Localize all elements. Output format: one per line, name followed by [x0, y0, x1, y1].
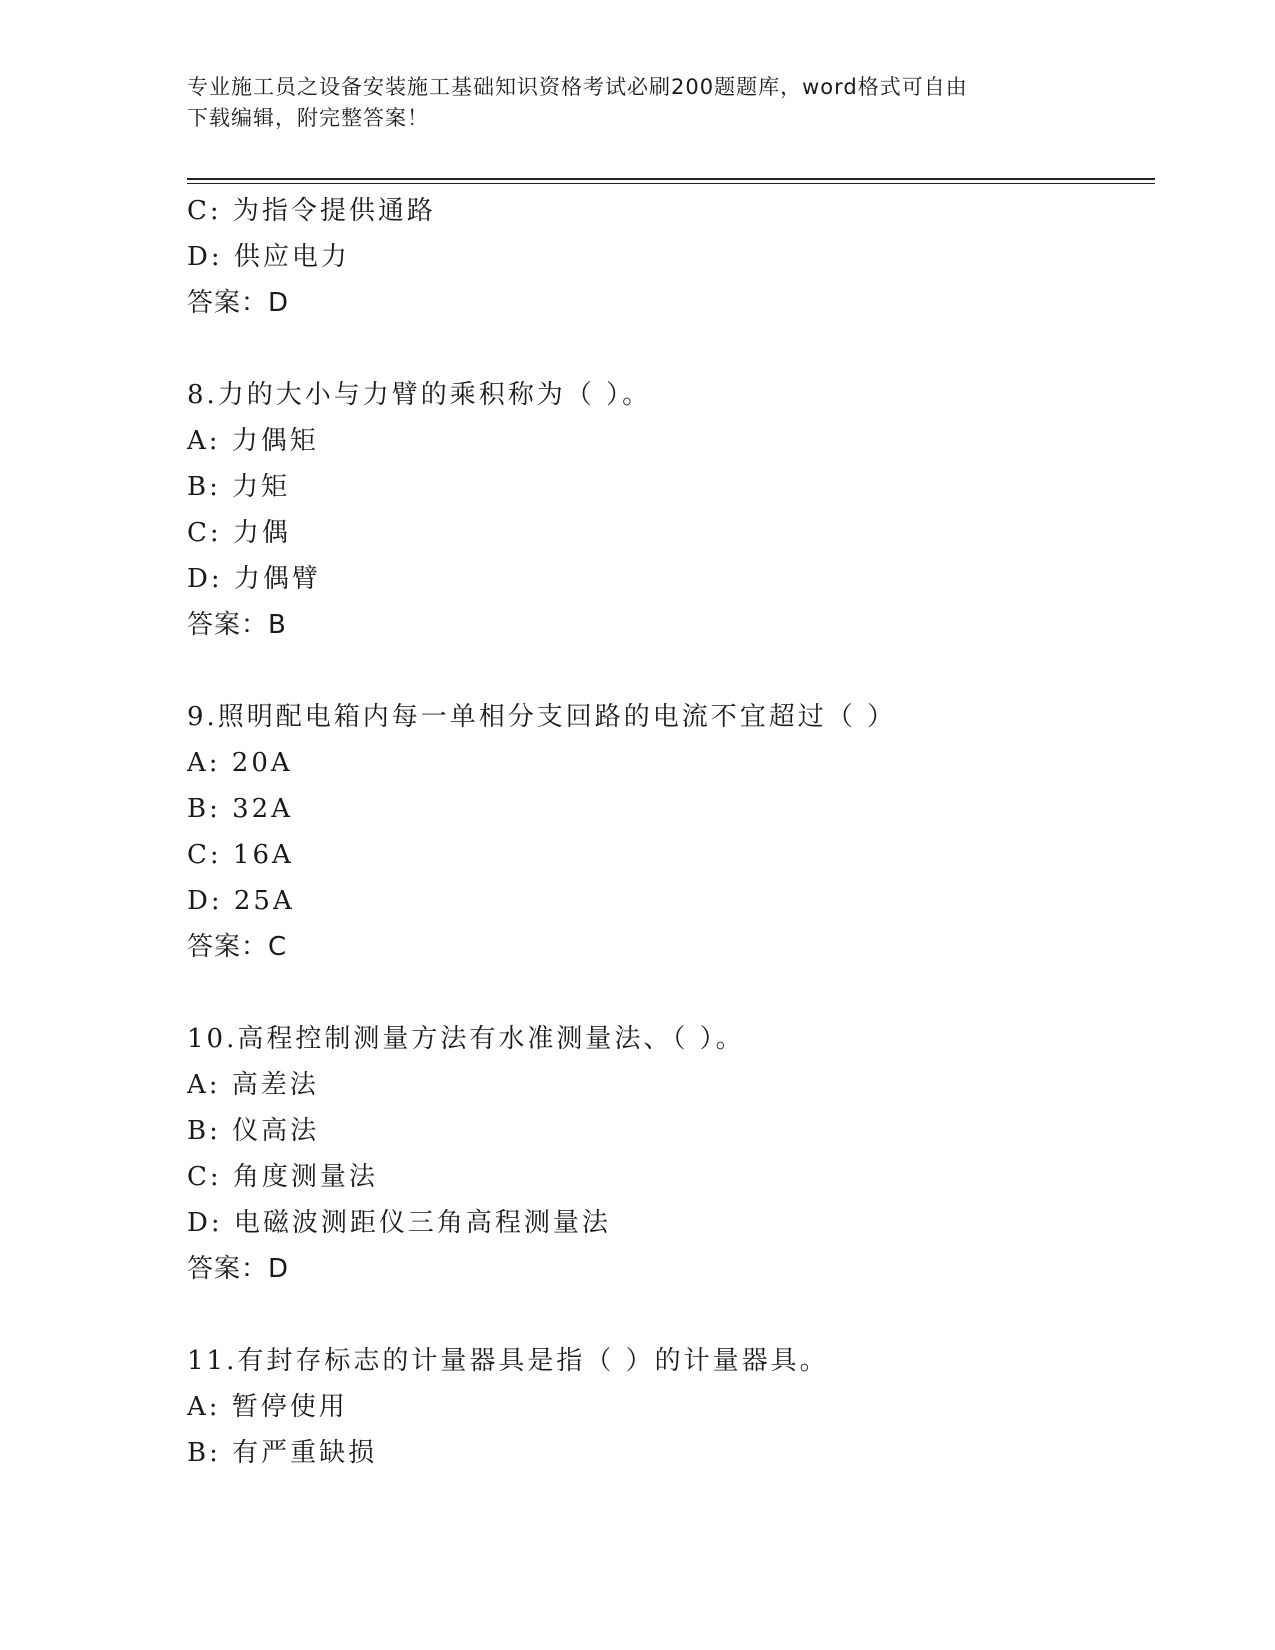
header-line-2: 下载编辑，附完整答案！	[187, 106, 429, 130]
question-block-partial	[187, 188, 1155, 326]
spacer	[187, 648, 1155, 694]
option-a: A: 暂停使用	[187, 1392, 348, 1422]
question-stem: 11.有封存标志的计量器具是指（ ）的计量器具。	[187, 1346, 829, 1376]
option-a: A: 20A	[187, 748, 293, 778]
question-stem: 10.高程控制测量方法有水准测量法、（ ）。	[187, 1024, 745, 1054]
question-block-8	[187, 372, 1155, 648]
option-a: A: 力偶矩	[187, 426, 319, 456]
option-c: C: 16A	[187, 840, 294, 870]
answer-line: 答案：C	[187, 932, 288, 962]
option-c: C: 力偶	[187, 518, 291, 548]
spacer	[187, 326, 1155, 372]
option-c: C: 为指令提供通路	[187, 196, 436, 226]
question-list	[187, 188, 1155, 1476]
question-block-11	[187, 1338, 1155, 1476]
spacer	[187, 1292, 1155, 1338]
question-stem: 9.照明配电箱内每一单相分支回路的电流不宜超过（ ）	[187, 702, 897, 732]
option-d: D: 供应电力	[187, 242, 350, 272]
answer-line: 答案：D	[187, 288, 290, 318]
option-b: B: 有严重缺损	[187, 1438, 378, 1468]
document-header	[187, 72, 1087, 134]
header-divider-thin	[187, 183, 1155, 184]
question-block-10	[187, 1016, 1155, 1292]
option-d: D: 电磁波测距仪三角高程测量法	[187, 1208, 611, 1238]
option-c: C: 角度测量法	[187, 1162, 378, 1192]
spacer	[187, 970, 1155, 1016]
question-stem: 8.力的大小与力臂的乘积称为（ ）。	[187, 380, 652, 410]
answer-line: 答案：D	[187, 1254, 290, 1284]
option-b: B: 32A	[187, 794, 293, 824]
header-divider-thick	[187, 178, 1155, 180]
answer-line: 答案：B	[187, 610, 287, 640]
option-d: D: 力偶臂	[187, 564, 321, 594]
header-line-1: 专业施工员之设备安装施工基础知识资格考试必刷200题题库，word格式可自由	[187, 75, 968, 99]
question-block-9	[187, 694, 1155, 970]
option-d: D: 25A	[187, 886, 295, 916]
option-b: B: 仪高法	[187, 1116, 320, 1146]
option-a: A: 高差法	[187, 1070, 319, 1100]
option-b: B: 力矩	[187, 472, 291, 502]
